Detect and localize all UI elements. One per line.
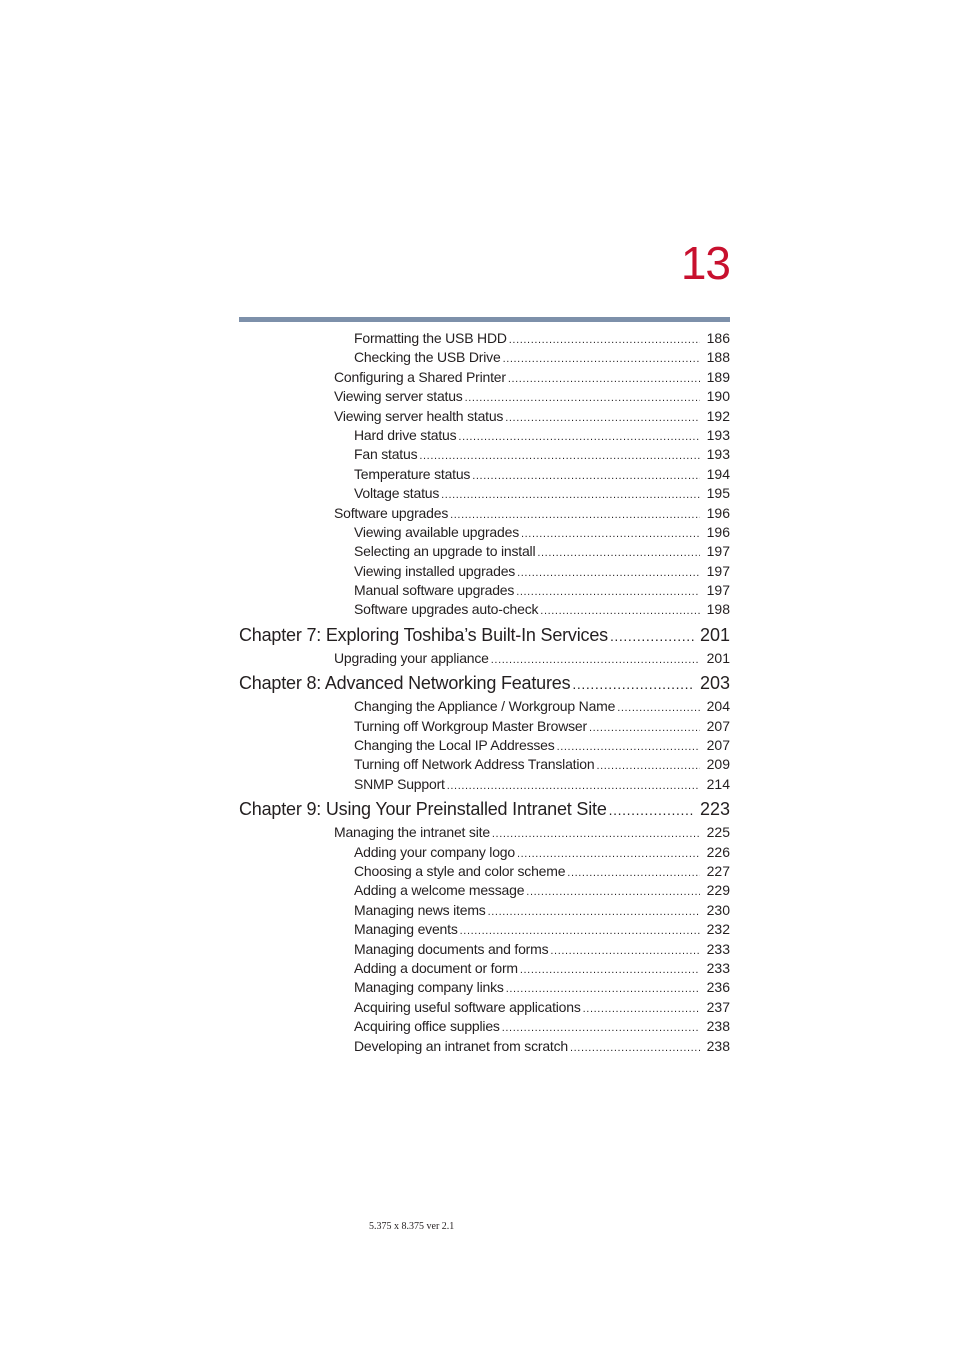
toc-entry-title: Voltage status: [354, 485, 440, 502]
toc-entry[interactable]: [239, 717, 730, 736]
toc-entry[interactable]: [239, 649, 730, 668]
toc-entry-page: 186: [706, 330, 730, 346]
toc-entry[interactable]: [239, 755, 730, 774]
toc-entry-title: Choosing a style and color scheme: [354, 862, 566, 879]
toc-entry-title: Viewing available upgrades: [354, 523, 519, 540]
toc-entry-page: 195: [706, 485, 730, 502]
toc-entry-title: Managing the intranet site: [334, 824, 490, 841]
dot-leader: [567, 864, 700, 883]
toc-entry-page: 230: [706, 901, 730, 918]
toc-entry-title: Upgrading your appliance: [334, 649, 489, 666]
toc-entry-page: 190: [706, 388, 730, 405]
toc-entry-title: Adding your company logo: [354, 843, 515, 860]
toc-entry[interactable]: [239, 484, 730, 503]
toc-chapter-entry[interactable]: [239, 795, 730, 823]
toc-entry[interactable]: [239, 1017, 730, 1036]
toc-entry[interactable]: [239, 445, 730, 464]
toc-entry-page: 229: [706, 882, 730, 899]
dot-leader: [610, 622, 694, 650]
toc-entry-title: Developing an intranet from scratch: [354, 1037, 568, 1054]
toc-entry[interactable]: [239, 523, 730, 542]
dot-leader: [447, 777, 700, 796]
toc-entry[interactable]: [239, 562, 730, 581]
toc-entry[interactable]: [239, 426, 730, 445]
toc-entry-page: 194: [706, 465, 730, 482]
toc-entry-title: Formatting the USB HDD: [354, 330, 507, 346]
toc-entry[interactable]: [239, 881, 730, 900]
toc-entry-title: Acquiring useful software applications: [354, 998, 581, 1015]
toc-entry-title: Selecting an upgrade to install: [354, 543, 536, 560]
toc-entry[interactable]: [239, 329, 730, 348]
toc-entry[interactable]: [239, 978, 730, 997]
toc-entry[interactable]: [239, 697, 730, 716]
dot-leader: [491, 651, 700, 670]
toc-entry-page: 192: [706, 407, 730, 424]
toc-entry-title: Turning off Network Address Translation: [354, 756, 595, 773]
toc-entry-title: Changing the Local IP Addresses: [354, 737, 555, 754]
dot-leader: [492, 825, 700, 844]
toc-entry-page: 225: [706, 824, 730, 841]
dot-leader: [589, 719, 700, 738]
dot-leader: [609, 796, 694, 824]
toc-entry[interactable]: [239, 368, 730, 387]
toc-entry-title: Managing company links: [354, 979, 504, 996]
dot-leader: [508, 370, 700, 389]
toc-entry-title: Viewing server status: [334, 388, 463, 405]
toc-entry[interactable]: [239, 600, 730, 619]
dot-leader: [570, 1039, 700, 1058]
toc-entry-title: Chapter 7: Exploring Toshiba’s Built-In Services: [239, 624, 608, 645]
dot-leader: [472, 467, 700, 486]
toc-entry[interactable]: [239, 736, 730, 755]
toc-entry-page: 237: [706, 998, 730, 1015]
page-number: 13: [680, 237, 730, 289]
toc-entry-title: Software upgrades auto-check: [354, 601, 539, 618]
dot-leader: [509, 331, 700, 350]
toc-entry-page: 227: [706, 862, 730, 879]
toc-entry-page: 198: [706, 601, 730, 618]
toc-entry-title: Viewing installed upgrades: [354, 562, 516, 579]
toc-entry[interactable]: [239, 862, 730, 881]
toc-entry[interactable]: [239, 504, 730, 523]
toc-entry-title: Changing the Appliance / Workgroup Name: [354, 698, 616, 715]
toc-entry-title: SNMP Support: [354, 775, 445, 792]
toc-entry-page: 207: [706, 737, 730, 754]
toc-entry-title: Checking the USB Drive: [354, 349, 501, 366]
dot-leader: [617, 699, 700, 718]
toc-entry-page: 196: [706, 504, 730, 521]
toc-entry[interactable]: [239, 387, 730, 406]
toc-entry-page: 197: [706, 582, 730, 599]
dot-leader: [458, 428, 700, 447]
toc-entry[interactable]: [239, 920, 730, 939]
toc-entry[interactable]: [239, 465, 730, 484]
toc-entry-title: Viewing server health status: [334, 407, 504, 424]
dot-leader: [526, 883, 700, 902]
toc-entry-title: Temperature status: [354, 465, 471, 482]
toc-entry-page: 197: [706, 543, 730, 560]
toc-entry-page: 223: [699, 799, 730, 820]
dot-leader: [488, 903, 700, 922]
toc-entry[interactable]: [239, 542, 730, 561]
toc-chapter-entry[interactable]: [239, 669, 730, 697]
dot-leader: [537, 544, 700, 563]
toc-entry[interactable]: [239, 1037, 730, 1056]
toc-entry-title: Configuring a Shared Printer: [334, 368, 506, 385]
footer-note: 5.375 x 8.375 ver 2.1: [369, 1221, 455, 1232]
toc-entry[interactable]: [239, 775, 730, 794]
toc-entry[interactable]: [239, 901, 730, 920]
toc-entry-title: Hard drive status: [354, 426, 457, 443]
dot-leader: [505, 409, 700, 428]
toc-entry-title: Managing news items: [354, 901, 486, 918]
toc-entry[interactable]: [239, 581, 730, 600]
toc-entry-page: 207: [706, 717, 730, 734]
toc-entry-page: 204: [706, 698, 730, 715]
toc-entry[interactable]: [239, 348, 730, 367]
toc-entry-title: Adding a document or form: [354, 959, 518, 976]
dot-leader: [516, 583, 700, 602]
toc-entry-title: Software upgrades: [334, 504, 449, 521]
dot-leader: [596, 757, 700, 776]
toc-entry-page: 197: [706, 562, 730, 579]
toc-entry[interactable]: [239, 940, 730, 959]
toc-entry-page: 201: [699, 624, 730, 645]
toc-entry-page: 201: [706, 649, 730, 666]
toc-entry-title: Chapter 8: Advanced Networking Features: [239, 673, 571, 694]
dot-leader: [517, 564, 700, 583]
dot-leader: [503, 350, 700, 369]
toc-entry-title: Manual software upgrades: [354, 582, 515, 599]
dot-leader: [520, 961, 700, 980]
toc-entry-page: 193: [706, 446, 730, 463]
toc-entry-page: 232: [706, 921, 730, 938]
header-rule: [239, 317, 730, 322]
toc-entry[interactable]: [239, 823, 730, 842]
toc-entry-page: 233: [706, 959, 730, 976]
toc-entry-page: 196: [706, 523, 730, 540]
dot-leader: [441, 486, 700, 505]
toc-entry[interactable]: [239, 959, 730, 978]
toc-entry[interactable]: [239, 407, 730, 426]
toc-entry-page: 209: [706, 756, 730, 773]
toc-entry-page: 193: [706, 426, 730, 443]
table-of-contents: [239, 329, 730, 1056]
toc-entry-page: 238: [706, 1037, 730, 1054]
toc-entry[interactable]: [239, 843, 730, 862]
toc-entry-title: Managing events: [354, 921, 458, 938]
toc-entry[interactable]: [239, 998, 730, 1017]
dot-leader: [550, 942, 700, 961]
toc-entry-title: Managing documents and forms: [354, 940, 549, 957]
toc-entry-page: 233: [706, 940, 730, 957]
toc-entry-page: 226: [706, 843, 730, 860]
toc-entry-page: 188: [706, 349, 730, 366]
toc-entry-page: 214: [706, 775, 730, 792]
toc-entry-page: 238: [706, 1018, 730, 1035]
toc-entry-title: Acquiring office supplies: [354, 1018, 500, 1035]
toc-entry-title: Turning off Workgroup Master Browser: [354, 717, 587, 734]
toc-entry-title: Fan status: [354, 446, 418, 463]
dot-leader: [572, 670, 694, 698]
dot-leader: [540, 602, 700, 621]
dot-leader: [583, 1000, 700, 1019]
toc-entry-page: 189: [706, 368, 730, 385]
toc-entry-page: 236: [706, 979, 730, 996]
toc-chapter-entry[interactable]: [239, 621, 730, 649]
toc-entry-title: Adding a welcome message: [354, 882, 525, 899]
toc-entry-page: 203: [699, 673, 730, 694]
dot-leader: [521, 525, 700, 544]
toc-entry-title: Chapter 9: Using Your Preinstalled Intranet Site: [239, 799, 607, 820]
